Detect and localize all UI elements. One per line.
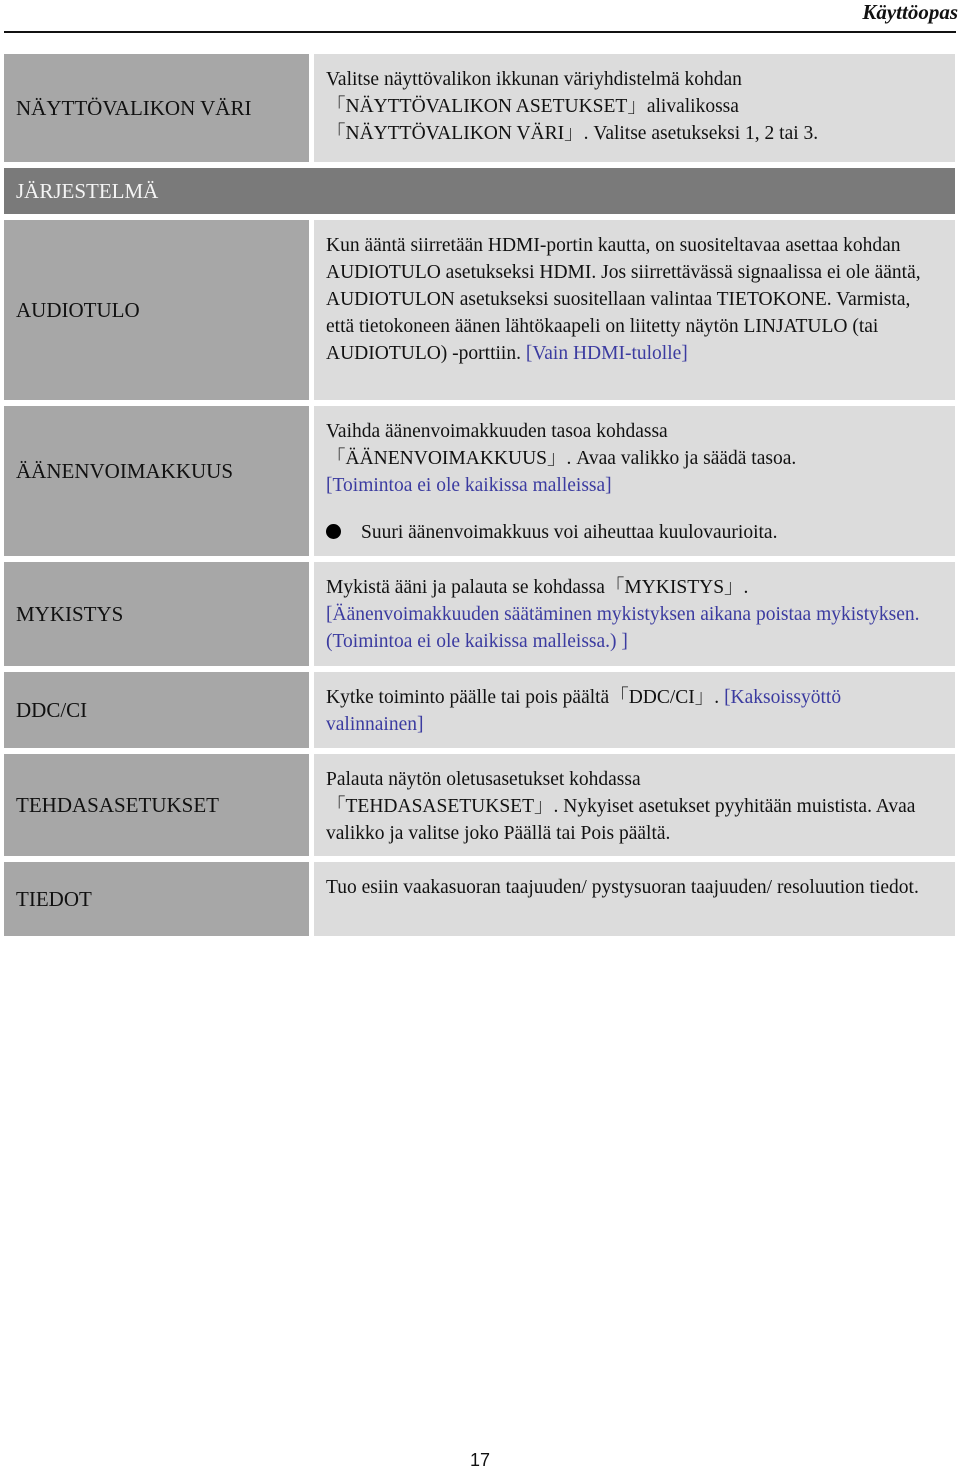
row-label: DDC/CI: [4, 672, 309, 748]
row-description: [314, 754, 955, 856]
document-title: Käyttöopas: [862, 0, 958, 24]
note-text: [Toimintoa ei ole kaikissa malleissa]: [326, 475, 612, 496]
table-row-information: [4, 862, 955, 936]
description-line: 「NÄYTTÖVALIKON ASETUKSET」alivalikossa: [326, 96, 739, 117]
description-line: 「ÄÄNENVOIMAKKUUS」. Avaa valikko ja säädä tasoa.: [326, 448, 797, 469]
description-text: Tuo esiin vaakasuoran taajuuden/ pystysuoran taajuuden/ resoluution tiedot.: [326, 877, 919, 898]
settings-table: [4, 54, 955, 942]
table-row-osd-color: [4, 54, 955, 162]
row-label: MYKISTYS: [4, 562, 309, 666]
row-description: [314, 220, 955, 400]
table-row-audio-input: [4, 220, 955, 400]
description-line: Mykistä ääni ja palauta se kohdassa「MYKISTYS」.: [326, 577, 749, 598]
row-description: [314, 862, 955, 936]
description-line: 「TEHDASASETUKSET」. Nykyiset asetukset pyyhitään muistista. Avaa valikko ja valitse joko Päällä tai Pois päältä.: [326, 796, 916, 844]
row-description: [314, 406, 955, 556]
section-header-system: JÄRJESTELMÄ: [4, 168, 955, 214]
note-text: [Vain HDMI-tulolle]: [525, 343, 688, 364]
row-label: TIEDOT: [4, 862, 309, 936]
description-line: Valitse näyttövalikon ikkunan väriyhdistelmä kohdan: [326, 69, 742, 90]
note-text: [Äänenvoimakkuuden säätäminen mykistyksen aikana poistaa mykistyksen. (Toimintoa ei ole kaikissa malleissa.) ]: [326, 604, 920, 652]
description-line: Palauta näytön oletusasetukset kohdassa: [326, 769, 641, 790]
row-label: ÄÄNENVOIMAKKUUS: [4, 406, 309, 556]
description-text: Kun ääntä siirretään HDMI-portin kautta, on suositeltavaa asettaa kohdan AUDIOTULO asetukseksi HDMI. Jos siirrettävässä signaalissa ei ole ääntä, AUDIOTULON asetukseksi suositellaan valintaa TIETOKONE. Varmista, että tietokoneen äänen lähtökaapeli on liitetty näytön LINJATULO (tai AUDIOTULO) -porttiin. [Vain HDMI-tulolle]: [326, 235, 921, 364]
description-text: Kytke toiminto päälle tai pois päältä「DDC/CI」. [Kaksoissyöttö valinnainen]: [326, 687, 842, 735]
row-description: [314, 562, 955, 666]
row-label: AUDIOTULO: [4, 220, 309, 400]
description-line: Vaihda äänenvoimakkuuden tasoa kohdassa: [326, 421, 668, 442]
bullet-icon: [326, 524, 341, 539]
table-row-factory-reset: [4, 754, 955, 856]
note-text: [Kaksoissyöttö valinnainen]: [326, 687, 842, 735]
header-divider: [4, 31, 956, 33]
warning-line: [326, 519, 943, 546]
table-row-ddcci: [4, 672, 955, 748]
row-label: TEHDASASETUKSET: [4, 754, 309, 856]
page-number: 17: [469, 1450, 491, 1470]
table-row-mute: [4, 562, 955, 666]
table-row-volume: [4, 406, 955, 556]
description-line: 「NÄYTTÖVALIKON VÄRI」. Valitse asetukseksi 1, 2 tai 3.: [326, 123, 819, 144]
warning-text: Suuri äänenvoimakkuus voi aiheuttaa kuulovaurioita.: [361, 522, 778, 543]
row-label: NÄYTTÖVALIKON VÄRI: [4, 54, 309, 162]
row-description: [314, 54, 955, 162]
row-description: [314, 672, 955, 748]
